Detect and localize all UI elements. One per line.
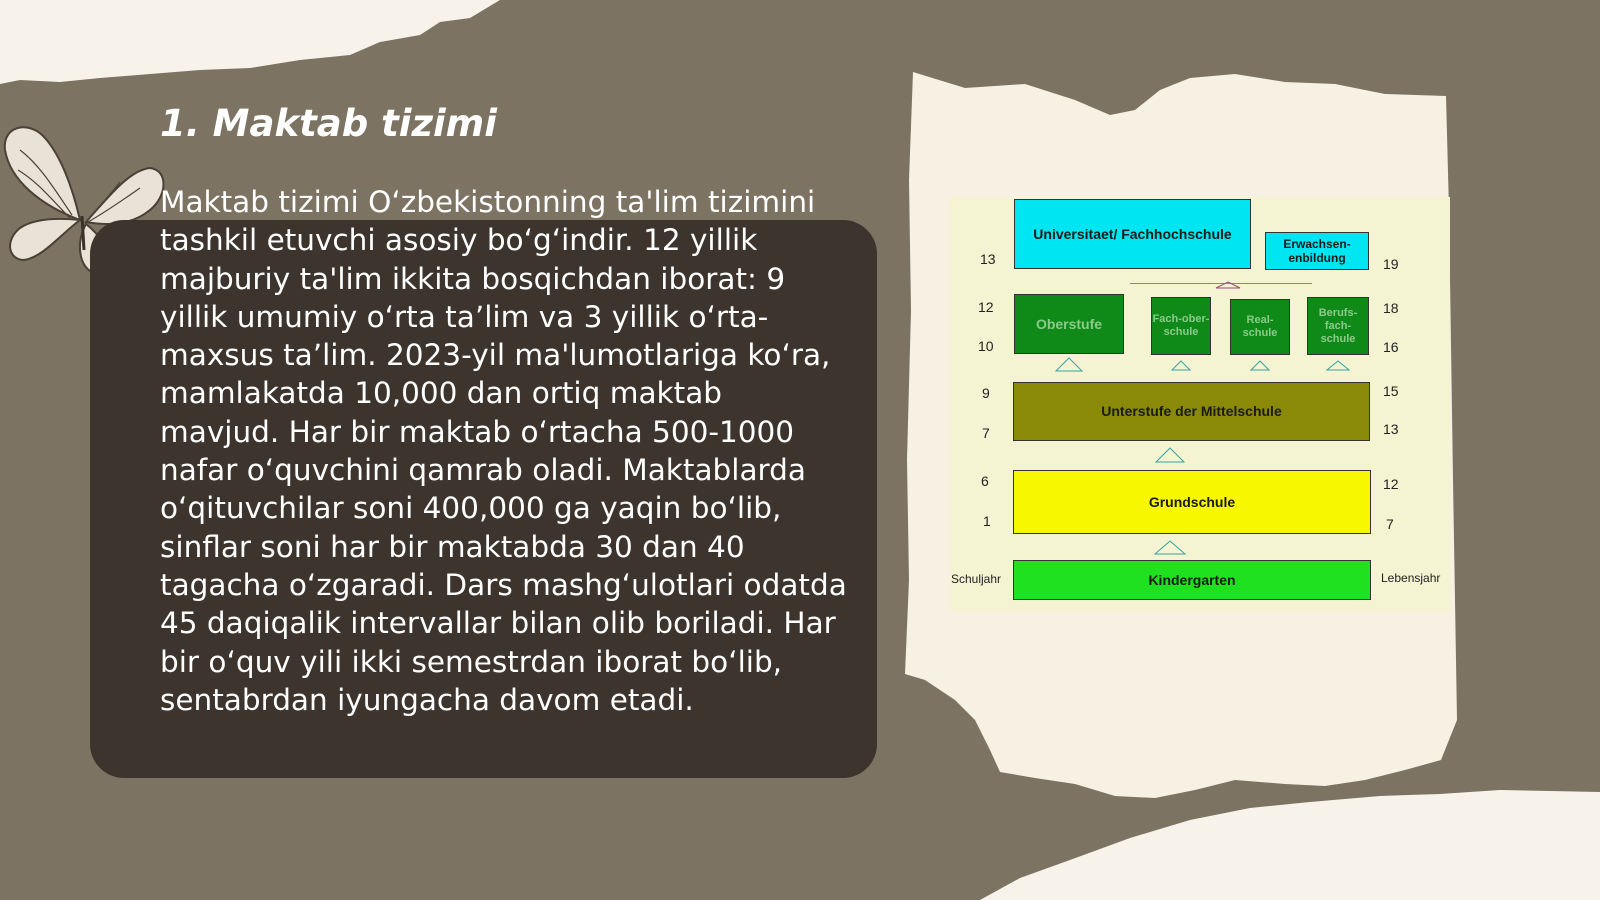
right-tick: 15 [1383, 383, 1399, 399]
left-tick: 9 [982, 385, 990, 401]
box-berufsfachschule-label: Berufs-fach-schule [1318, 306, 1358, 345]
arrow-up-icon [1326, 360, 1350, 371]
box-fachoberschule-label: Fach-ober-schule [1152, 313, 1210, 338]
arrow-up-icon [1171, 360, 1191, 371]
left-tick: 13 [980, 251, 996, 267]
box-oberstufe [1014, 294, 1124, 354]
box-unterstufe-label: Unterstufe der Mittelschule [1101, 403, 1282, 419]
box-realschule [1230, 299, 1290, 355]
right-tick: 19 [1383, 256, 1399, 272]
right-tick: 12 [1383, 476, 1399, 492]
box-oberstufe-label: Oberstufe [1035, 316, 1103, 332]
box-universitaet [1014, 199, 1251, 269]
right-axis-label: Lebensjahr [1381, 571, 1441, 585]
box-kindergarten-label: Kindergarten [1148, 572, 1236, 588]
box-erwachsenenbildung [1265, 232, 1369, 270]
box-berufsfachschule [1307, 297, 1369, 355]
left-tick: 7 [982, 425, 990, 441]
box-fachoberschule [1151, 297, 1211, 355]
left-tick: 12 [978, 299, 994, 315]
slide-title: 1. Maktab tizimi [160, 102, 497, 145]
torn-paper-top [0, 0, 560, 110]
slide-body-text: Maktab tizimi O‘zbekistonning ta'lim tizimini tashkil etuvchi asosiy bo‘g‘indir. 12 yillik majburiy ta'lim ikkita bosqichdan iborat: 9 yillik umumiy o‘rta ta’lim va 3 yillik o‘rta-maxsus ta’lim. 2023-yil ma'lumotlariga ko‘ra, mamlakatda 10,000 dan ortiq maktab mavjud. Har bir maktab o‘rtacha 500-1000 nafar o‘quvchini qamrab oladi. Maktablarda o‘qituvchilar soni 400,000 ga yaqin bo‘lib, sinflar soni har bir maktabda 30 dan 40 tagacha o‘zgaradi. Dars mashg‘ulotlari odatda 45 daqiqalik intervallar bilan olib boriladi. Har bir o‘quv yili ikki semestrdan iborat bo‘lib, sentabrdan iyungacha davom etadi. [160, 185, 847, 717]
arrow-up-icon [1153, 540, 1187, 555]
box-kindergarten [1013, 560, 1371, 600]
arrow-up-icon [1250, 360, 1270, 371]
left-tick: 1 [983, 513, 991, 529]
box-unterstufe [1013, 382, 1370, 441]
left-axis-label: Schuljahr [951, 572, 1002, 586]
box-erwachsenenbildung-label: Erwachsen-enbildung [1283, 237, 1351, 265]
school-system-diagram [950, 197, 1450, 617]
box-realschule-label: Real-schule [1242, 314, 1278, 339]
right-tick: 16 [1383, 339, 1399, 355]
right-tick: 7 [1386, 516, 1394, 532]
arrow-up-icon [1215, 281, 1241, 289]
right-tick: 13 [1383, 421, 1399, 437]
box-universitaet-label: Universitaet/ Fachhochschule [1033, 226, 1232, 242]
arrow-up-icon [1154, 447, 1186, 463]
box-grundschule [1013, 470, 1371, 534]
left-tick: 10 [978, 338, 994, 354]
arrow-up-icon [1054, 357, 1084, 372]
box-grundschule-label: Grundschule [1148, 494, 1236, 510]
right-tick: 18 [1383, 300, 1399, 316]
left-tick: 6 [981, 473, 989, 489]
